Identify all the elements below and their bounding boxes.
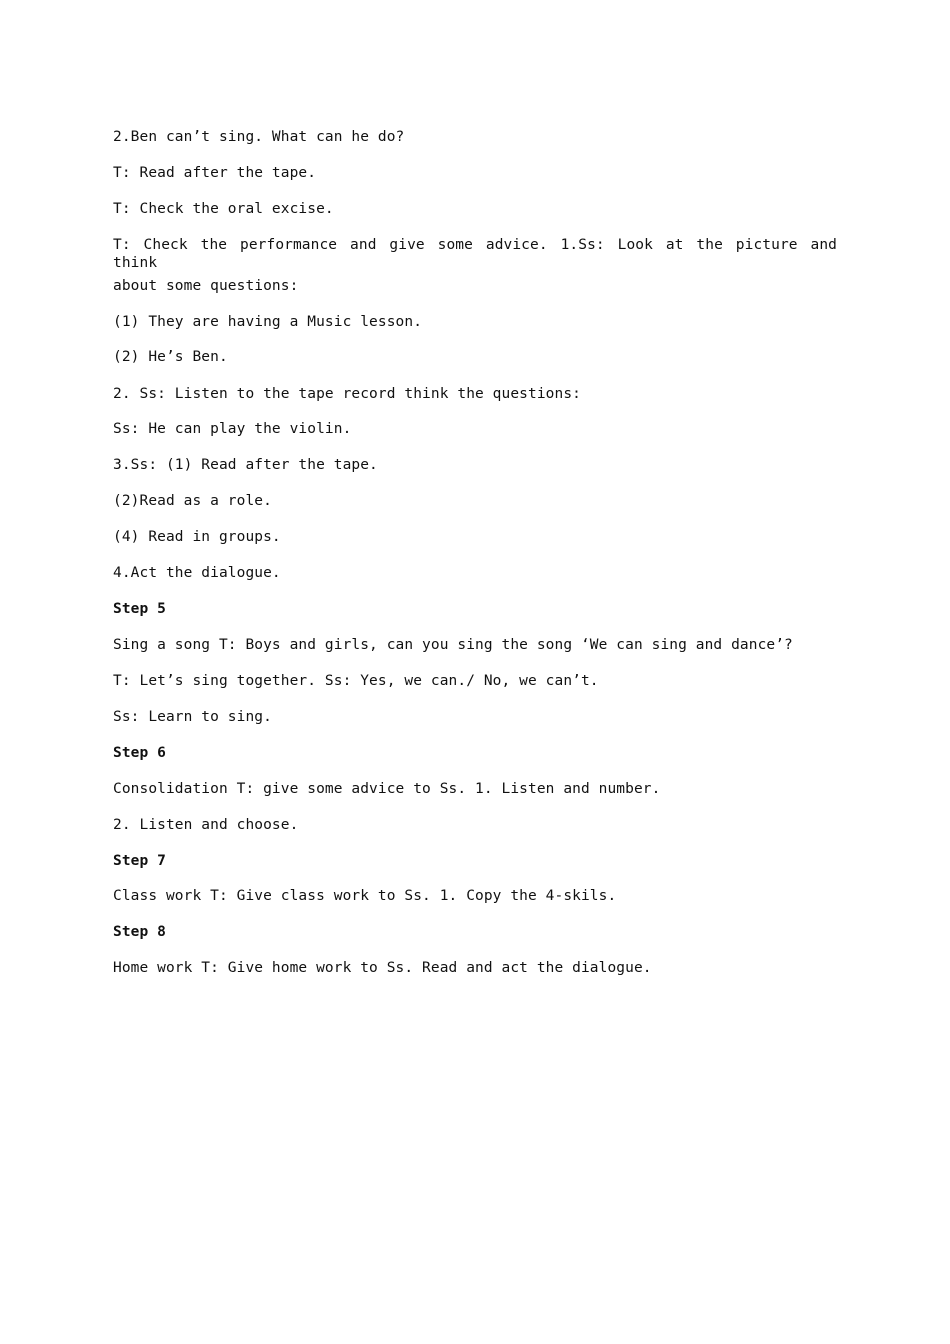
text-line: T: Read after the tape. xyxy=(113,165,317,181)
text-line: (2)Read as a role. xyxy=(113,493,272,509)
text-line: (2) He’s Ben. xyxy=(113,349,228,365)
text-line: 2. Ss: Listen to the tape record think the questions: xyxy=(113,386,581,402)
text-line: T: Let’s sing together. Ss: Yes, we can./ No, we can’t. xyxy=(113,673,599,689)
text-line: Consolidation T: give some advice to Ss. 1. Listen and number. xyxy=(113,781,661,797)
text-line: 2.Ben can’t sing. What can he do? xyxy=(113,129,405,145)
step-heading: Step 6 xyxy=(113,745,166,761)
text-line: Sing a song T: Boys and girls, can you sing the song ‘We can sing and dance’? xyxy=(113,637,793,653)
text-line: T: Check the oral excise. xyxy=(113,201,334,217)
text-line: about some questions: xyxy=(113,278,299,294)
text-line: Home work T: Give home work to Ss. Read and act the dialogue. xyxy=(113,960,652,976)
text-line: 2. Listen and choose. xyxy=(113,817,299,833)
step-heading: Step 7 xyxy=(113,853,166,869)
text-line: T: Check the performance and give some advice. 1.Ss: Look at the picture and think xyxy=(113,237,837,271)
text-line: (1) They are having a Music lesson. xyxy=(113,314,423,330)
text-line: 3.Ss: (1) Read after the tape. xyxy=(113,457,378,473)
step-heading: Step 8 xyxy=(113,924,166,940)
text-line: (4) Read in groups. xyxy=(113,529,281,545)
step-heading: Step 5 xyxy=(113,601,166,617)
text-line: Class work T: Give class work to Ss. 1. Copy the 4-skils. xyxy=(113,888,617,904)
text-line: 4.Act the dialogue. xyxy=(113,565,281,581)
document-page xyxy=(113,0,837,1344)
text-line: Ss: Learn to sing. xyxy=(113,709,272,725)
text-line: Ss: He can play the violin. xyxy=(113,421,352,437)
